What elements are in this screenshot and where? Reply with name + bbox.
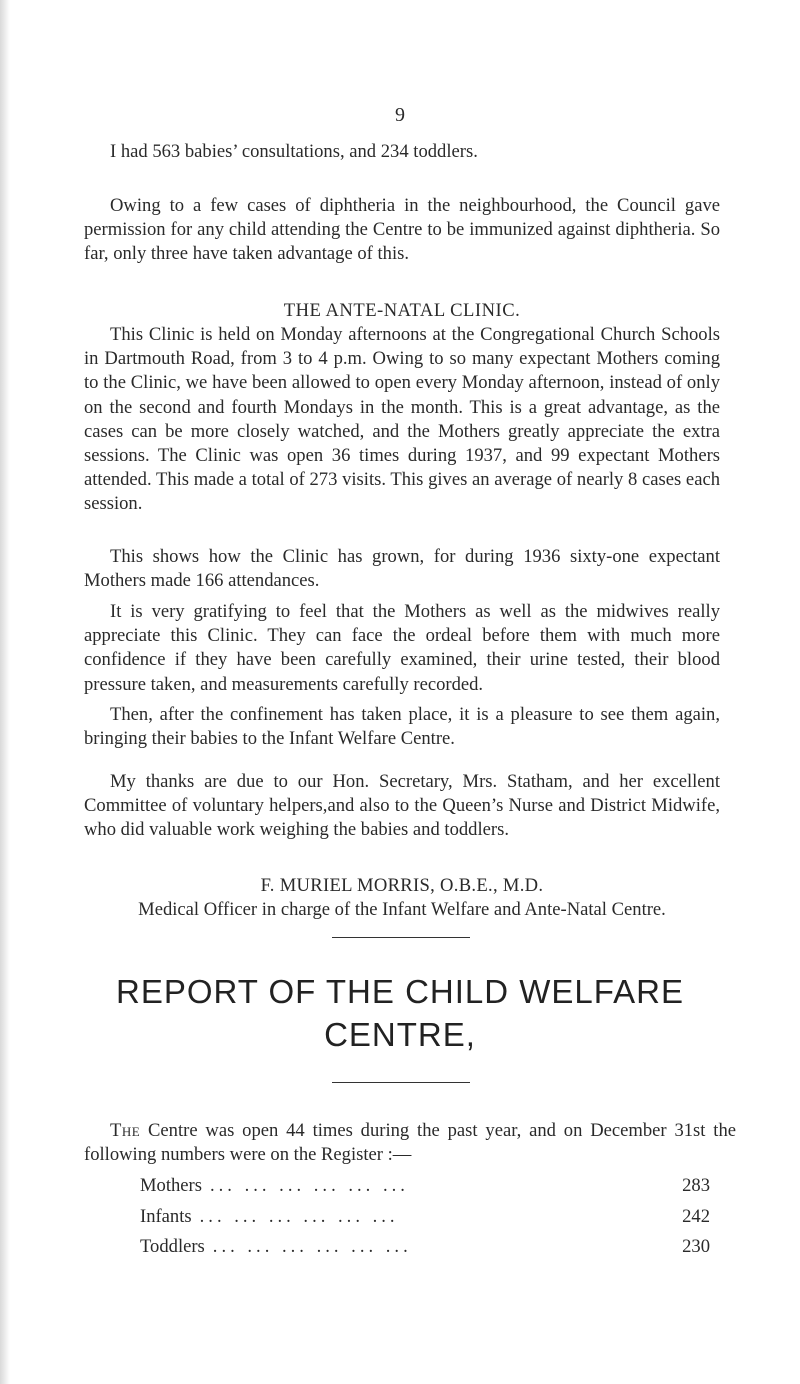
register-value: 230 (682, 1236, 710, 1257)
consultations-paragraph: I had 563 babies’ consultations, and 234 toddlers. (110, 141, 478, 162)
report-intro-paragraph (84, 1119, 736, 1167)
report-heading-line-2: CENTRE, (324, 1016, 476, 1053)
page-binding-edge (0, 0, 10, 1384)
register-row-infants (140, 1206, 710, 1228)
register-label: Mothers (140, 1175, 202, 1196)
antenatal-paragraph-5: My thanks are due to our Hon. Secretary, Mrs. Statham, and her excellent Committee of voluntary helpers,and also to the Queen’s Nurse and District Midwife, who did valuable work weighing the babies and toddlers. (84, 771, 720, 841)
register-label: Infants (140, 1206, 192, 1227)
section-divider-top (332, 937, 470, 938)
register-row-mothers (140, 1175, 710, 1197)
section-divider-bottom (332, 1082, 470, 1083)
signature-title: Medical Officer in charge of the Infant Welfare and Ante-Natal Centre. (138, 899, 666, 920)
page-number: 9 (395, 104, 405, 126)
antenatal-heading: THE ANTE-NATAL CLINIC. (283, 300, 521, 321)
report-intro-first-word: The (110, 1120, 141, 1141)
register-value: 242 (682, 1206, 710, 1227)
antenatal-paragraph-1: This Clinic is held on Monday afternoons at the Congregational Church Schools in Dartmouth Road, from 3 to 4 p.m. Owing to so many expectant Mothers coming to the Clinic, we have been allowed to open every Monday afternoon, instead of only on the second and fourth Mondays in the month. This is a great advantage, as the cases can be more closely watched, and the Mothers greatly appreciate the extra sessions. The Clinic was open 36 times during 1937, and 99 expectant Mothers attended. This made a total of 273 visits. This gives an average of nearly 8 cases each session. (84, 324, 720, 515)
signature-name: F. MURIEL MORRIS, O.B.E., M.D. (260, 875, 544, 896)
report-heading-line-1: REPORT OF THE CHILD WELFARE (116, 973, 684, 1010)
register-leader-dots: ... ... ... ... ... ... (212, 1236, 412, 1257)
diphtheria-paragraph: Owing to a few cases of diphtheria in the neighbourhood, the Council gave permission for any child attending the Centre to be immunized against diphtheria. So far, only three have taken advantage of this. (84, 195, 720, 265)
register-value: 283 (682, 1175, 710, 1196)
register-leader-dots: ... ... ... ... ... ... (199, 1206, 399, 1227)
antenatal-paragraph-3: It is very gratifying to feel that the Mothers as well as the midwives really appreciate this Clinic. They can face the ordeal before them with much more confidence if they have been carefully examined, their urine tested, their blood pressure taken, and measurements carefully recorded. (84, 601, 720, 695)
register-leader-dots: ... ... ... ... ... ... (209, 1175, 409, 1196)
antenatal-paragraph-4: Then, after the confinement has taken place, it is a pleasure to see them again, bringing their babies to the Infant Welfare Centre. (84, 704, 720, 750)
report-intro-text: Centre was open 44 times during the past year, and on December 31st the following numbers were on the Register :— (84, 1120, 736, 1166)
register-row-toddlers (140, 1236, 710, 1258)
antenatal-paragraph-2: This shows how the Clinic has grown, for during 1936 sixty-one expectant Mothers made 166 attendances. (84, 546, 720, 592)
register-label: Toddlers (140, 1236, 205, 1257)
